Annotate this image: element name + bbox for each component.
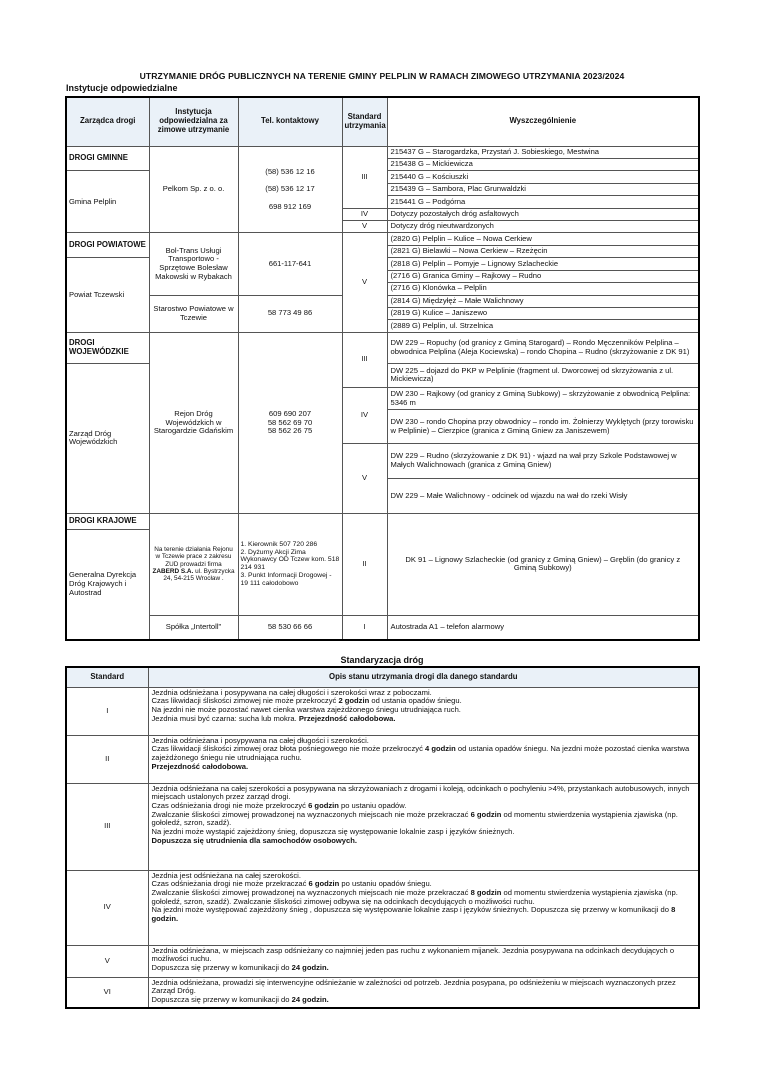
road-item: Dotyczy dróg nieutwardzonych <box>387 221 699 233</box>
header-zarzadca: Zarządca drogi <box>66 97 149 146</box>
header-tel: Tel. kontaktowy <box>238 97 342 146</box>
road-item: (2716 G) Klonówka – Pelplin <box>387 283 699 295</box>
standard-label: II <box>66 735 148 783</box>
desc-line: Jezdnia odśnieżana, prowadzi się interwencyjne odśnieżanie w zależności od potrzeb. Jezdnia posypana, po odśnieżeniu w miejscach wyznaczonych przez Zarząd Dróg. <box>151 977 676 996</box>
standard-cell: V <box>342 443 387 513</box>
category-gminne: DROGI GMINNE <box>66 146 149 171</box>
desc-text: Czas odśnieżania drogi nie może przekraczać <box>151 879 309 889</box>
institution-pelkom: Pelkom Sp. z o. o. <box>149 146 238 233</box>
header-standard-col: Standard <box>66 667 148 687</box>
desc-line: Na jezdni może wystąpić zajeżdżony śnieg, dopuszcza się występowanie lokalnie zasp i języków śnieżnych. <box>151 827 515 837</box>
standard-label: VI <box>66 977 148 1008</box>
desc-line <box>152 889 697 906</box>
manager-gddkia: Generalna Dyrekcja Dróg Krajowych i Autostrad <box>66 529 149 640</box>
desc-bold: 6 godzin <box>308 800 339 810</box>
desc-text: Jezdnia musi być czarna: sucha lub mokra. <box>151 713 299 723</box>
road-item: (2821 G) Bielawki – Nowa Cerkiew – Rzeżęcin <box>387 245 699 257</box>
road-item: DW 225 – dojazd do PKP w Pelplinie (fragment ul. Dworcowej od skrzyżowania z ul. Mickiewicza) <box>387 363 699 387</box>
desc-text: Na jezdni może występować zajeżdżony śnieg , dopuszcza się występowanie lokalnie zasp i języków śnieżnych. Dopuszcza się przerwy w komunikacji do <box>151 905 672 915</box>
standard-cell: IV <box>342 208 387 220</box>
standard-description <box>148 687 699 735</box>
desc-bold: 6 godzin <box>470 809 502 819</box>
desc-bold: Przejezdność całodobowa. <box>151 761 249 771</box>
road-item: Autostrada A1 – telefon alarmowy <box>387 615 699 640</box>
road-item: (2814 G) Międzyłęż – Małe Walichnowy <box>387 295 699 307</box>
standard-label: IV <box>66 870 148 945</box>
desc-text: od ustania opadów śniegu. Na jezdni może pozostać cienka warstwa zajeżdżonego śniegu nie utrudniająca ruchu. <box>151 744 690 762</box>
standard-cell: III <box>342 146 387 208</box>
standardization-title: Standaryzacja dróg <box>340 655 424 665</box>
standards-table <box>65 666 700 1009</box>
header-instytucja: Instytucja odpowiedzialna za zimowe utrzymanie <box>149 97 238 146</box>
standard-label: III <box>66 783 148 870</box>
desc-line <box>152 906 697 923</box>
road-item: (2819 G) Kulice – Janiszewo <box>387 307 699 319</box>
zaberd-text-pre: Na terenie działania Rejonu w Tczewie prace z zakresu ZUD prowadzi firma <box>154 545 233 568</box>
road-item: (2889 G) Pelplin, ul. Strzelnica <box>387 320 699 332</box>
desc-bold: 6 godzin <box>308 879 340 889</box>
desc-text: Dopuszcza się przerwy w komunikacji do <box>151 962 292 972</box>
category-krajowe: DROGI KRAJOWE <box>66 514 149 530</box>
institutions-table <box>65 96 700 641</box>
desc-text: od ustania opadów śniegu. <box>369 696 462 706</box>
phone-line: 58 562 26 75 <box>267 426 313 436</box>
phone-line: 2. Dyżurny Akcji Zima Wykonawcy OD Tczew kom. 518 214 931 <box>240 548 340 572</box>
phone-zaberd <box>238 514 342 615</box>
manager-zdw: Zarząd Dróg Wojewódzkich <box>66 363 149 513</box>
phone-rejon <box>238 332 342 513</box>
road-item: 215438 G – Mickiewicza <box>387 158 699 170</box>
road-item: DW 229 – Ropuchy (od granicy z Gminą Starogard) – Rondo Męczenników Pelplina – obwodnica Pelplina (Aleja Kociewska) – rondo Chopina – Rudno (skrzyżowanie z DK 91) <box>387 332 699 363</box>
desc-line: Jezdnia jest odśnieżana na całej szerokości. <box>151 870 301 880</box>
desc-text: Czas likwidacji śliskości zimowej oraz błota pośniegowego nie może przekroczyć <box>151 744 425 754</box>
desc-line: Jezdnia odśnieżana na całej szerokości a posypywana na skrzyżowaniach z drogami i koleją, odcinkach o pochyleniu >4%, przystankach autobusowych, innych miejscach ustalonych przez zarząd drogi. <box>151 783 690 802</box>
desc-text: Dopuszcza się przerwy w komunikacji do <box>151 994 292 1004</box>
phone-starostwo: 58 773 49 86 <box>238 295 342 332</box>
desc-text: po ustaniu opadów. <box>338 800 407 810</box>
phone-line: 3. Punkt Informacji Drogowej - 19 111 całodobowo <box>240 572 332 587</box>
road-item: (2716 G) Granica Gminy – Rajkowy – Rudno <box>387 270 699 282</box>
desc-line <box>152 745 697 762</box>
zaberd-name: ZABERD S.A. <box>152 567 194 575</box>
header-standard: Standard utrzymania <box>342 97 387 146</box>
zaberd-text-post: ul. Bystrzycka 24, 54-215 Wrocław . <box>163 567 235 583</box>
standard-cell: V <box>342 221 387 233</box>
phone-bol-trans: 661-117-641 <box>238 233 342 295</box>
institution-rejon: Rejon Dróg Wojewódzkich w Starogardzie Gdańskim <box>149 332 238 513</box>
desc-bold: Przejezdność całodobowa. <box>298 713 396 723</box>
standard-label: I <box>66 687 148 735</box>
road-item: DW 229 – Rudno (skrzyżowanie z DK 91) - wjazd na wał przy Szkole Podstawowej w Małych Walichnowach (granica z Gminą Gniew) <box>387 443 699 478</box>
institution-intertoll: Spółka „Intertoll" <box>149 615 238 640</box>
road-item: Dotyczy pozostałych dróg asfaltowych <box>387 208 699 220</box>
desc-text: po ustaniu opadów śniegu. <box>339 879 432 889</box>
road-item: 215440 G – Kościuszki <box>387 171 699 183</box>
document-subtitle: Instytucje odpowiedzialne <box>66 83 178 93</box>
desc-text: Zwalczanie śliskości zimowej prowadzonej na wyznaczonych miejscach nie może przekraczać <box>151 887 471 897</box>
standard-description <box>148 870 699 945</box>
standard-cell: I <box>342 615 387 640</box>
desc-bold: Dopuszcza się utrudnienia dla samochodów osobowych. <box>151 835 357 845</box>
standard-cell: III <box>342 332 387 387</box>
phone-line: 58 562 69 70 <box>267 417 313 427</box>
desc-line: Jezdnia odśnieżana i posypywana na całej długości i szerokości wraz z poboczami. <box>151 687 432 697</box>
document-title: UTRZYMANIE DRÓG PUBLICZNYCH NA TERENIE GMINY PELPLIN W RAMACH ZIMOWEGO UTRZYMANIA 2023/2024 <box>139 71 625 81</box>
road-item: (2818 G) Pelplin – Pomyje – Lignowy Szlacheckie <box>387 258 699 270</box>
desc-bold: 24 godzin. <box>291 962 329 972</box>
phone-line: 1. Kierownik 507 720 286 <box>240 540 318 548</box>
standard-description <box>148 735 699 783</box>
phone-line: (58) 536 12 17 <box>265 184 315 194</box>
desc-line <box>152 996 697 1005</box>
road-item: DK 91 – Lignowy Szlacheckie (od granicy z Gminą Gniew) – Gręblin (do granicy z Gminą Subkowy) <box>387 514 699 615</box>
desc-line: Jezdnia odśnieżana i posypywana na całej długości i szerokości. <box>151 735 369 745</box>
road-item: DW 230 – Rajkowy (od granicy z Gminą Subkowy) – skrzyżowanie z obwodnicą Pelplina: 5346 m <box>387 387 699 410</box>
category-wojewodzkie: DROGI WOJEWÓDZKIE <box>66 332 149 363</box>
institution-starostwo: Starostwo Powiatowe w Tczewie <box>149 295 238 332</box>
standard-cell: IV <box>342 387 387 443</box>
standard-description <box>148 783 699 870</box>
desc-bold: 2 godzin <box>338 696 370 706</box>
header-wyszczegolnienie: Wyszczególnienie <box>387 97 699 146</box>
institution-zaberd <box>149 514 238 615</box>
road-item: DW 229 – Małe Walichnowy - odcinek od wjazdu na wał do rzeki Wisły <box>387 478 699 513</box>
desc-text: od momentu stwierdzenia wystąpienia zjawiska (np. gołoledź, szron, szadź). <box>151 809 678 828</box>
phone-pelkom <box>238 146 342 233</box>
standard-description <box>148 945 699 977</box>
phone-line: 609 690 207 <box>268 408 312 418</box>
institution-bol-trans: Bol-Trans Usługi Transportowo - Sprzętowe Bolesław Makowski w Rybakach <box>149 233 238 295</box>
phone-line: 698 912 169 <box>268 201 312 211</box>
standard-cell: II <box>342 514 387 615</box>
desc-text: od momentu stwierdzenia wystąpienia zjawiska (np. gołoledź, szron, szadź). Zwalczanie śliskości zimowej odbywa się na odcinkach decydujących o możliwości ruchu. <box>151 887 678 906</box>
desc-text: Czas likwidacji śliskości zimowej nie może przekroczyć <box>151 696 339 706</box>
header-opis: Opis stanu utrzymania drogi dla danego standardu <box>148 667 699 687</box>
manager-powiat-tczewski: Powiat Tczewski <box>66 258 149 333</box>
desc-line <box>152 811 697 828</box>
road-item: DW 230 – rondo Chopina przy obwodnicy – rondo im. Żołnierzy Wyklętych (przy torowisku w Pelplinie) – Cierzpice (granica z Gminą Gniew za Janiszewem) <box>387 410 699 443</box>
road-item: 215437 G – Starogardzka, Przystań J. Sobieskiego, Mestwina <box>387 146 699 158</box>
desc-bold: 8 godzin <box>470 887 502 897</box>
desc-text: Czas odśnieżania drogi nie może przekroczyć <box>151 800 309 810</box>
desc-bold: 24 godzin. <box>291 994 329 1004</box>
manager-gmina-pelplin: Gmina Pelplin <box>66 171 149 233</box>
category-powiatowe: DROGI POWIATOWE <box>66 233 149 258</box>
standard-label: V <box>66 945 148 977</box>
phone-line: (58) 536 12 16 <box>265 166 315 176</box>
standard-description <box>148 977 699 1008</box>
desc-line: Na jezdni nie może pozostać nawet cienka warstwa zajeżdżonego śniegu utrudniająca ruch. <box>151 704 461 714</box>
road-item: 215439 G – Sambora, Plac Grunwaldzki <box>387 183 699 195</box>
desc-line: Jezdnia odśnieżana, w miejscach zasp odśnieżany co najmniej jeden pas ruchu z wykonaniem mijanek. Jezdnia posypywana na odcinkach decydujących o możliwości ruchu. <box>151 945 675 964</box>
road-item: (2820 G) Pelplin – Kulice – Nowa Cerkiew <box>387 233 699 245</box>
desc-bold: 4 godzin <box>424 744 456 754</box>
desc-line <box>152 964 697 973</box>
desc-text: Zwalczanie śliskości zimowej prowadzonej na wyznaczonych miejscach nie może przekraczać <box>151 809 471 819</box>
desc-line <box>152 715 697 724</box>
phone-intertoll: 58 530 66 66 <box>238 615 342 640</box>
road-item: 215441 G – Podgórna <box>387 196 699 208</box>
desc-bold: 8 godzin. <box>151 905 676 924</box>
standard-cell: V <box>342 233 387 332</box>
